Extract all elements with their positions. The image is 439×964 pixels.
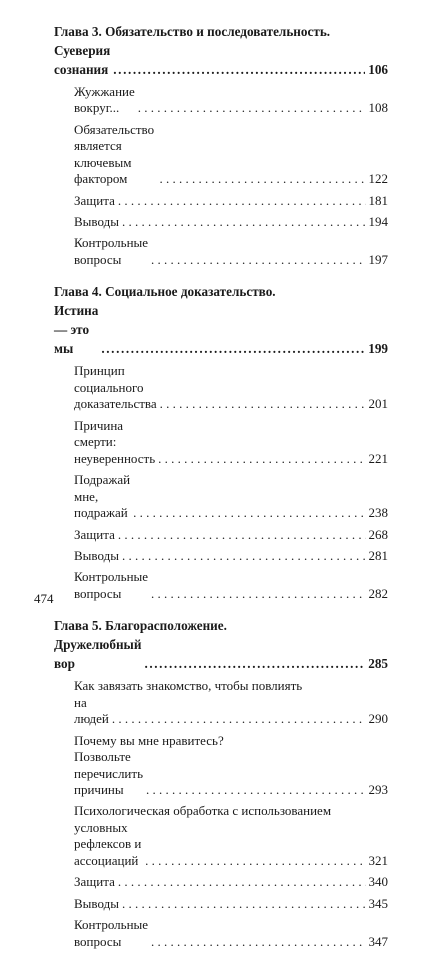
leader-dots bbox=[118, 874, 366, 891]
leader-dots bbox=[122, 214, 366, 231]
leader-dots bbox=[118, 527, 366, 544]
entry-page: 201 bbox=[368, 396, 388, 412]
chapter-title: Глава 5. Благорасположение. bbox=[54, 618, 227, 634]
entry-title: Выводы bbox=[74, 895, 119, 911]
toc-entry bbox=[54, 214, 388, 231]
leader-dots bbox=[160, 396, 366, 413]
leader-dots bbox=[122, 896, 366, 913]
chapter-subtitle: Дружелюбный вор bbox=[54, 637, 142, 672]
entry-title: условных рефлексов и ассоциаций bbox=[74, 819, 142, 868]
entry-page: 345 bbox=[368, 895, 388, 911]
entry-page: 282 bbox=[368, 585, 388, 601]
leader-dots bbox=[118, 193, 366, 210]
entry-title-line: Как завязать знакомство, чтобы повлиять bbox=[74, 678, 303, 694]
entry-page: 194 bbox=[368, 214, 388, 230]
toc-entry bbox=[54, 122, 388, 188]
chapter-page: 285 bbox=[368, 656, 388, 672]
toc-entry bbox=[54, 569, 388, 602]
entry-title: Принцип социального доказательства bbox=[74, 363, 157, 412]
leader-dots bbox=[122, 548, 366, 565]
leader-dots bbox=[138, 100, 366, 117]
leader-dots bbox=[151, 586, 365, 603]
chapter-title-row bbox=[54, 41, 388, 79]
leader-dots bbox=[159, 171, 365, 188]
chapter-5 bbox=[54, 616, 388, 950]
leader-dots bbox=[145, 853, 365, 870]
entry-title: Подражай мне, подражай bbox=[74, 472, 131, 521]
entry-title: Обязательство является ключевым фактором bbox=[74, 121, 155, 187]
leader-dots bbox=[101, 339, 365, 358]
leader-dots bbox=[151, 252, 365, 269]
chapter-title-row bbox=[54, 301, 388, 358]
entry-page: 108 bbox=[368, 100, 388, 116]
entry-page: 321 bbox=[368, 852, 388, 868]
entry-title: Контрольные вопросы bbox=[74, 917, 149, 949]
leader-dots bbox=[146, 782, 366, 799]
chapter-title-row bbox=[54, 635, 388, 673]
entry-title: Защита bbox=[74, 192, 115, 208]
entry-title: Причина смерти: неуверенность bbox=[74, 417, 156, 466]
toc-entry bbox=[54, 527, 388, 544]
entry-page: 290 bbox=[368, 711, 388, 727]
leader-dots bbox=[151, 934, 365, 951]
entry-title: Позвольте перечислить причины bbox=[74, 749, 143, 798]
entry-title: на людей bbox=[74, 694, 109, 727]
entry-title: Защита bbox=[74, 526, 115, 542]
toc-entry bbox=[54, 84, 388, 117]
entry-page: 268 bbox=[368, 526, 388, 542]
chapter-title: Глава 3. Обязательство и последовательность. bbox=[54, 24, 331, 39]
entry-page: 181 bbox=[368, 192, 388, 208]
leader-dots bbox=[133, 505, 365, 522]
toc-entry bbox=[54, 363, 388, 413]
entry-page: 238 bbox=[368, 505, 388, 521]
chapter-page: 199 bbox=[368, 341, 388, 357]
toc-entry bbox=[54, 896, 388, 913]
entry-page: 293 bbox=[368, 782, 388, 798]
page-number: 474 bbox=[34, 591, 54, 606]
toc-entry bbox=[54, 193, 388, 210]
entry-title: Выводы bbox=[74, 214, 119, 230]
chapter-4 bbox=[54, 282, 388, 602]
chapter-page: 106 bbox=[368, 62, 388, 77]
entry-title: Контрольные вопросы bbox=[74, 235, 149, 267]
chapter-subtitle: Суеверия сознания bbox=[54, 43, 111, 77]
entry-page: 340 bbox=[368, 874, 388, 890]
leader-dots bbox=[144, 654, 365, 673]
entry-title: Жужжание вокруг... bbox=[74, 83, 135, 116]
entry-title: Защита bbox=[74, 874, 115, 890]
table-of-contents bbox=[54, 22, 388, 964]
toc-entry bbox=[54, 678, 388, 728]
chapter-subtitle: Истина — это мы bbox=[54, 303, 99, 357]
entry-page: 122 bbox=[368, 171, 388, 187]
toc-entry bbox=[54, 917, 388, 950]
leader-dots bbox=[113, 60, 365, 79]
toc-entry bbox=[54, 803, 388, 869]
toc-entry bbox=[54, 418, 388, 468]
entry-page: 281 bbox=[368, 547, 388, 563]
toc-entry bbox=[54, 235, 388, 268]
toc-entry bbox=[54, 548, 388, 565]
entry-title-line: Психологическая обработка с использованием bbox=[74, 803, 332, 819]
chapter-3 bbox=[54, 22, 388, 268]
entry-title-line: Почему вы мне нравитесь? bbox=[74, 732, 224, 748]
entry-title: Контрольные вопросы bbox=[74, 569, 149, 601]
leader-dots bbox=[112, 711, 366, 728]
toc-entry bbox=[54, 733, 388, 799]
entry-page: 197 bbox=[368, 251, 388, 267]
entry-title: Выводы bbox=[74, 547, 119, 563]
toc-entry bbox=[54, 472, 388, 522]
chapter-title: Глава 4. Социальное доказательство. bbox=[54, 284, 276, 300]
leader-dots bbox=[158, 451, 365, 468]
entry-page: 347 bbox=[368, 933, 388, 949]
entry-page: 221 bbox=[368, 450, 388, 466]
toc-entry bbox=[54, 874, 388, 891]
